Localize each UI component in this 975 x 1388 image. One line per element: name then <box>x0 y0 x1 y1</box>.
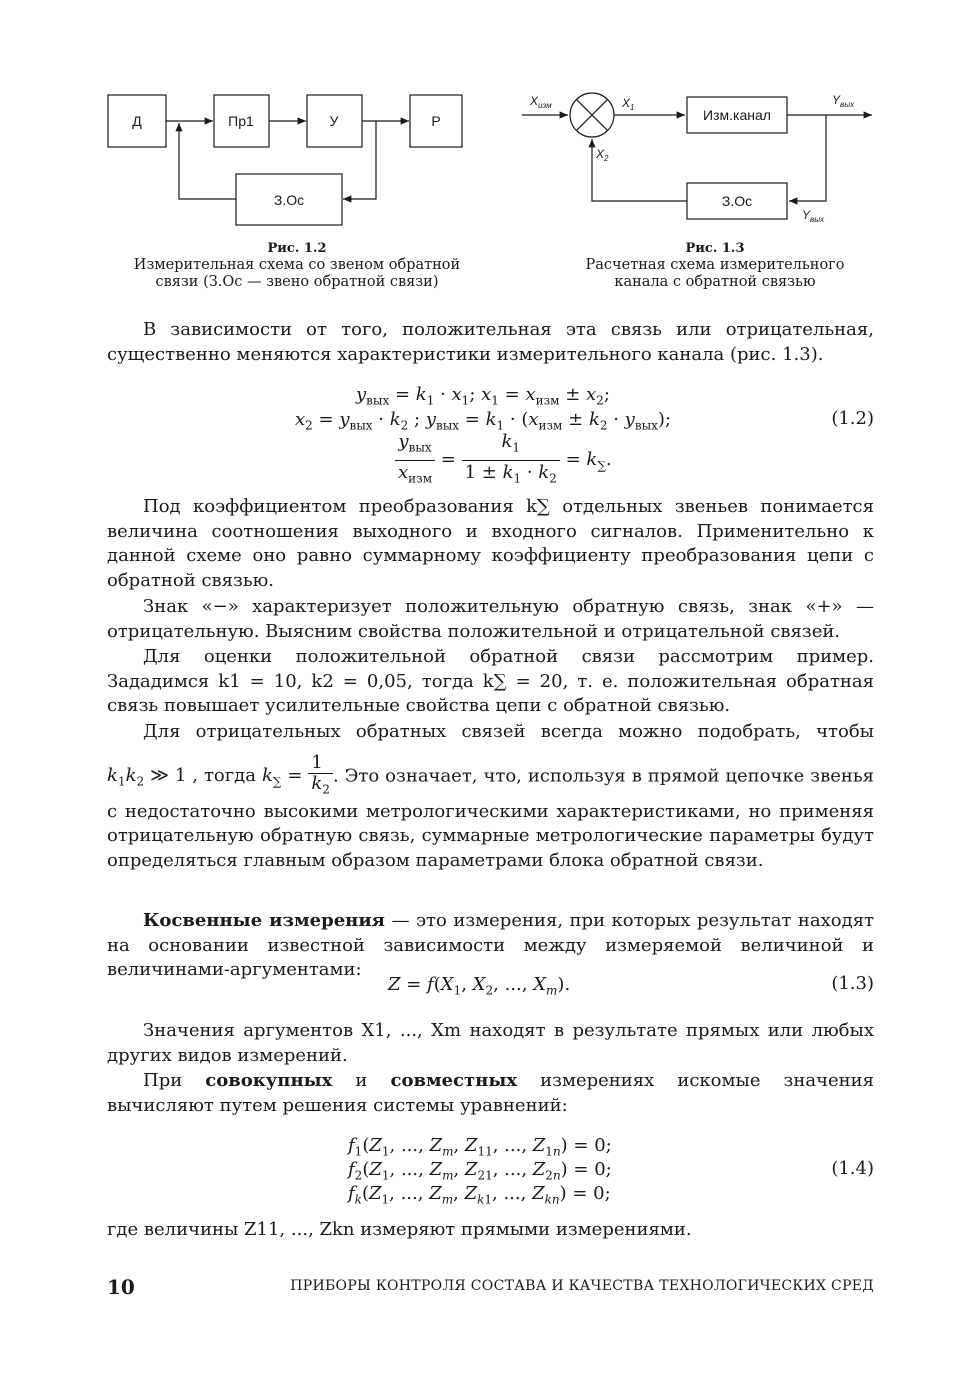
block-pr1-label: Пр1 <box>228 113 254 129</box>
paragraph-6: Косвенные измерения — это измерения, при которых результат находят на основании известной зависимости между измеряемой величиной и величинами-аргументами: <box>107 910 875 980</box>
x1-label: $X_1$ <box>622 96 635 112</box>
block-zos-label: З.Ос <box>273 192 305 208</box>
inline-formula-k1k2: $k_1k_2$ ≫ 1 , тогда $k_\sum$ = $\frac{1}{k_2}$ <box>107 765 333 786</box>
running-head: ПРИБОРЫ КОНТРОЛЯ СОСТАВА И КАЧЕСТВА ТЕХНОЛОГИЧЕСКИХ СРЕД <box>290 1278 874 1294</box>
figure-1-2-caption: Рис. 1.2 Измерительная схема со звеном обратной связи (З.Ос — звено обратной связи) <box>133 241 461 290</box>
paragraph-7: Значения аргументов X1, ..., Xm находят в результате прямых или любых других видов измерений. <box>107 1020 874 1066</box>
figure-1-2 <box>100 85 480 235</box>
equation-1-2-line2: $x_2 = y_{вых} \cdot k_2$ ; $y_{вых} = k_1 \cdot (x_{изм} \pm k_2 \cdot y_{вых})$; <box>295 409 672 433</box>
channel-label: Изм.канал <box>703 107 771 123</box>
equation-1-3: $Z = f(X_1$, $X_2$, ..., $X_m$). <box>388 974 571 998</box>
equation-1-4-number: (1.4) <box>831 1158 874 1179</box>
paragraph-8: При совокупных и совместных измерениях искомые значения вычисляют путем решения системы уравнений: <box>107 1070 874 1116</box>
output-label: $Y_{вых}$ <box>832 93 855 109</box>
feedback-out-label: $Y_{вых}$ <box>802 208 825 224</box>
paragraph-5-body: $k_1k_2$ ≫ 1 , тогда $k_\sum$ = $\frac{1}{k_2}$ . Это означает, что, используя в прямой цепочке звенья с недостаточно высокими метрологическими характеристиками, но применяя отрицательную обратную связь, суммарные метрологические параметры будут определяться главным образом параметрами блока обратной связи. <box>107 752 875 871</box>
paragraph-5-line1: Для отрицательных обратных связей всегда можно подобрать, чтобы <box>143 721 874 742</box>
page-footer <box>107 1275 874 1299</box>
figure-1-3 <box>510 85 880 235</box>
input-label: $X_{изм}$ <box>530 94 552 110</box>
figure-1-3-caption: Рис. 1.3 Расчетная схема измерительного канала с обратной связью <box>585 241 845 290</box>
equation-1-2-line1: $y_{вых} = k_1 \cdot x_1$; $x_1 = x_{изм} \pm x_2$; <box>356 384 610 408</box>
x2-label: $X_2$ <box>596 147 609 163</box>
block-r-label: Р <box>431 113 441 129</box>
paragraph-3: Знак «−» характеризует положительную обратную связь, знак «+» — отрицательную. Выясним свойства положительной и отрицательной связей. <box>107 596 874 642</box>
equation-1-4-line3: $f_k(Z_1$, ..., $Z_m$, $Z_{k1}$, ..., $Z_{kn}) = 0$; <box>348 1183 611 1207</box>
block-d-label: Д <box>132 113 142 129</box>
equation-1-2-number: (1.2) <box>831 408 874 429</box>
paragraph-1: В зависимости от того, положительная эта связь или отрицательная, существенно меняются характеристики измерительного канала (рис. 1.3). <box>107 319 874 365</box>
equation-1-4-line1: $f_1(Z_1$, ..., $Z_m$, $Z_{11}$, ..., $Z_{1n}) = 0$; <box>348 1135 612 1159</box>
paragraph-4: Для оценки положительной обратной связи рассмотрим пример. Зададимся k1 = 10, k2 = 0,05, тогда k∑ = 20, т. е. положительная обратная связь повышает усилительные свойства цепи с обратной связью. <box>107 646 874 716</box>
page-number: 10 <box>107 1275 135 1299</box>
equation-1-3-number: (1.3) <box>831 973 874 994</box>
equation-1-4-line2: $f_2(Z_1$, ..., $Z_m$, $Z_{21}$, ..., $Z_{2n}) = 0$; <box>348 1159 612 1183</box>
paragraph-2: Под коэффициентом преобразования k∑ отдельных звеньев понимается величина соотношения выходного и входного сигналов. Применительно к данной схеме оно равно суммарному коэффициенту преобразования цепи с обратной связью. <box>107 496 874 591</box>
term-indirect: Косвенные измерения <box>143 910 385 931</box>
paragraph-9: где величины Z11, ..., Zkn измеряют прямыми измерениями. <box>107 1219 692 1240</box>
block-u-label: У <box>329 113 339 129</box>
equation-1-2-line3: $\frac{y_{вых}}{x_{изм}}$ = $\frac{k_1}{1 \pm k_1 \cdot k_2}$ = $k_\sum$. <box>395 430 612 490</box>
zos-label-2: З.Ос <box>721 193 753 209</box>
